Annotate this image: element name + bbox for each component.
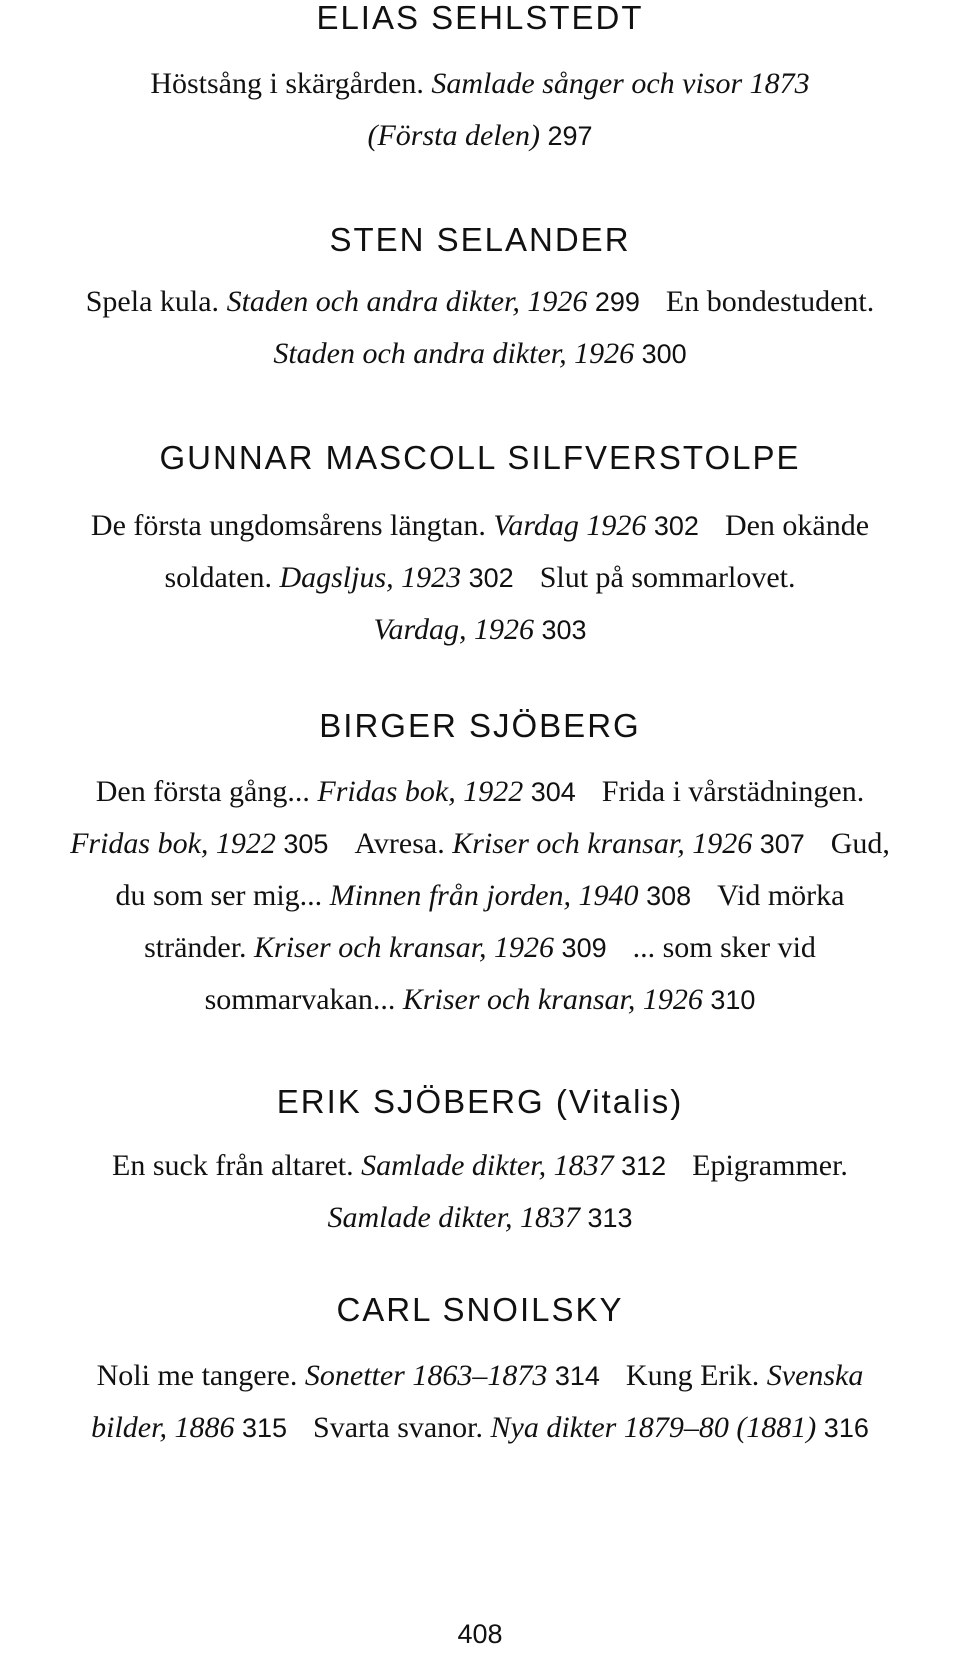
entry-line	[0, 64, 960, 104]
work-title: Samlade dikter, 1837	[327, 1201, 588, 1234]
entry-line	[0, 928, 960, 968]
entry-line	[0, 506, 960, 546]
author-heading: ERIK SJÖBERG (Vitalis)	[276, 1083, 684, 1120]
poem-title: En bondestudent.	[665, 285, 875, 318]
work-title: Samlade sånger och visor 1873	[431, 67, 810, 100]
work-title: Sonetter 1863–1873	[304, 1359, 555, 1392]
work-title: Vardag 1926	[493, 509, 654, 542]
page-reference: 312	[621, 1151, 667, 1181]
work-title: Fridas bok, 1922	[70, 827, 284, 860]
entry-line	[0, 282, 960, 322]
page-reference: 302	[468, 563, 514, 593]
author-heading: BIRGER SJÖBERG	[319, 707, 641, 744]
entry-line	[0, 1408, 960, 1448]
poem-title: Slut på sommarlovet.	[539, 561, 796, 594]
work-title: Staden och andra dikter, 1926	[226, 285, 595, 318]
poem-title: soldaten.	[164, 561, 280, 594]
poem-title: En suck från altaret.	[112, 1149, 362, 1182]
poem-title: Noli me tangere.	[96, 1359, 305, 1392]
poem-title: Svarta svanor.	[313, 1411, 491, 1444]
page-reference: 316	[823, 1413, 869, 1443]
work-title: bilder, 1886	[91, 1411, 242, 1444]
work-title: (Första delen)	[367, 119, 548, 152]
poem-title: Gud,	[830, 827, 890, 860]
entry-line	[0, 116, 960, 156]
poem-title: Epigrammer.	[692, 1149, 848, 1182]
entry-line	[0, 334, 960, 374]
work-title: Svenska	[766, 1359, 864, 1392]
work-title: Kriser och kransar, 1926	[254, 931, 562, 964]
entry-line	[0, 610, 960, 650]
work-title: Staden och andra dikter, 1926	[273, 337, 642, 370]
page-number: 408	[457, 1619, 503, 1649]
poem-title: Den första gång...	[95, 775, 318, 808]
work-title: Minnen från jorden, 1940	[329, 879, 647, 912]
poem-title: Avresa.	[354, 827, 453, 860]
page-reference: 304	[530, 777, 576, 807]
work-title: Samlade dikter, 1837	[361, 1149, 622, 1182]
poem-title: Vid mörka	[717, 879, 845, 912]
page-reference: 302	[653, 511, 699, 541]
page-reference: 308	[646, 881, 692, 911]
poem-title: du som ser mig...	[115, 879, 330, 912]
entry-line	[0, 1356, 960, 1396]
page-reference: 307	[759, 829, 805, 859]
page-reference: 297	[547, 121, 593, 151]
entry-line	[0, 772, 960, 812]
author-heading: ELIAS SEHLSTEDT	[316, 0, 644, 36]
entry-line	[0, 980, 960, 1020]
page-reference: 313	[587, 1203, 633, 1233]
author-heading: CARL SNOILSKY	[336, 1291, 624, 1328]
work-title: Fridas bok, 1922	[317, 775, 531, 808]
poem-title: sommarvakan...	[204, 983, 403, 1016]
entry-line	[0, 1198, 960, 1238]
entry-line	[0, 876, 960, 916]
work-title: Nya dikter 1879–80 (1881)	[490, 1411, 824, 1444]
poem-title: Frida i vårstädningen.	[601, 775, 865, 808]
page-reference: 315	[241, 1413, 288, 1443]
poem-title: ... som sker vid	[632, 931, 816, 964]
poem-title: Höstsång i skärgården.	[150, 67, 432, 100]
author-heading: STEN SELANDER	[329, 221, 631, 258]
poem-title: stränder.	[144, 931, 255, 964]
page-reference: 310	[710, 985, 756, 1015]
entry-line	[0, 558, 960, 598]
work-title: Dagsljus, 1923	[279, 561, 469, 594]
poem-title: Kung Erik.	[625, 1359, 767, 1392]
work-title: Vardag, 1926	[373, 613, 542, 646]
work-title: Kriser och kransar, 1926	[402, 983, 711, 1016]
page-reference: 314	[554, 1361, 600, 1391]
entry-line	[0, 824, 960, 864]
poem-title: Den okände	[724, 509, 870, 542]
page-reference: 303	[541, 615, 587, 645]
work-title: Kriser och kransar, 1926	[452, 827, 760, 860]
author-heading: GUNNAR MASCOLL SILFVERSTOLPE	[159, 439, 801, 476]
page-reference: 299	[594, 287, 640, 317]
page-reference: 309	[561, 933, 607, 963]
page-reference: 305	[283, 829, 329, 859]
poem-title: De första ungdomsårens längtan.	[90, 509, 494, 542]
poem-title: Spela kula.	[85, 285, 227, 318]
page-reference: 300	[641, 339, 687, 369]
entry-line	[0, 1146, 960, 1186]
